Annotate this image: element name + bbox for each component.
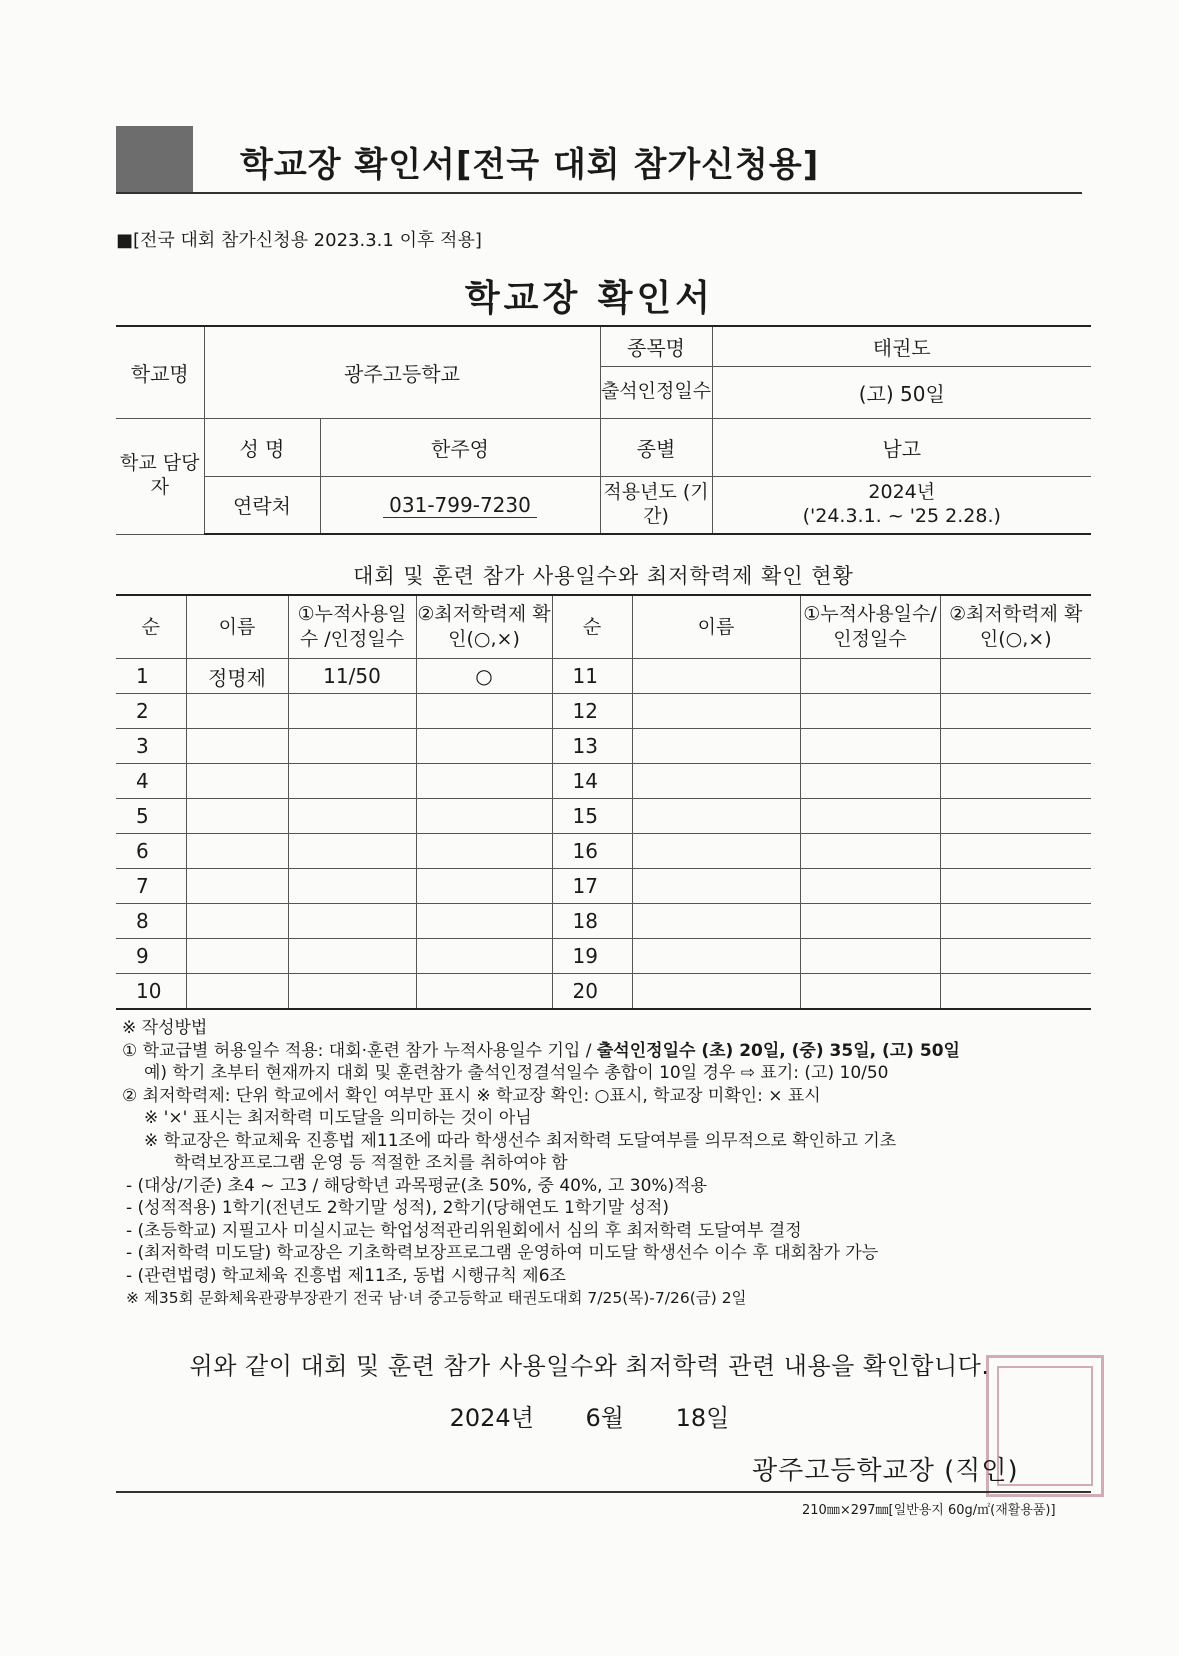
used-days	[288, 939, 416, 974]
min-academic-check	[416, 974, 552, 1010]
note-line: - (관련법령) 학교체육 진흥법 제11조, 동법 시행규칙 제6조	[126, 1265, 566, 1286]
row-number: 2	[116, 694, 186, 729]
year-cell	[712, 476, 1091, 534]
attend-label: 출석인정일수	[600, 366, 712, 418]
row-number: 19	[552, 939, 632, 974]
student-name	[632, 869, 800, 904]
note-line: - (초등학교) 지필고사 미실시교는 학업성적관리위원회에서 심의 후 최저학력 도달여부 결정	[126, 1220, 802, 1241]
row-number: 11	[552, 659, 632, 694]
min-academic-check	[940, 659, 1091, 694]
row-number: 8	[116, 904, 186, 939]
row-number: 13	[552, 729, 632, 764]
form-meta: ■[전국 대회 참가신청용 2023.3.1 이후 적용]	[116, 230, 482, 251]
row-number: 20	[552, 974, 632, 1010]
note-line: 학력보장프로그램 운영 등 적절한 조치를 취하여야 함	[174, 1153, 568, 1173]
table-row	[116, 694, 1091, 729]
table-row	[116, 799, 1091, 834]
header-check-right: ②최저학력제 확인(○,×)	[940, 595, 1091, 659]
student-name	[186, 729, 288, 764]
note-text: ① 학교급별 허용일수 적용: 대회·훈련 참가 누적사용일수 기입 /	[122, 1040, 597, 1061]
year-period: ('24.3.1. ~ '25 2.28.)	[802, 504, 1001, 527]
header-seq-right: 순	[552, 595, 632, 659]
paper-spec: 210㎜×297㎜[일반용지 60g/㎡(재활용품)]	[802, 1503, 1056, 1518]
used-days	[800, 659, 940, 694]
min-academic-check	[416, 869, 552, 904]
student-name	[186, 939, 288, 974]
min-academic-check	[940, 904, 1091, 939]
section-title: 대회 및 훈련 참가 사용일수와 최저학력제 확인 현황	[353, 564, 854, 588]
contact-value: 031-799-7230	[383, 493, 537, 518]
min-academic-check	[940, 939, 1091, 974]
row-number: 5	[116, 799, 186, 834]
school-label: 학교명	[116, 326, 204, 418]
header-days: ①누적사용일수 /인정일수	[288, 595, 416, 659]
note-line	[122, 1040, 1097, 1063]
header-name-right: 이름	[632, 595, 800, 659]
row-number: 15	[552, 799, 632, 834]
table-row	[116, 904, 1091, 939]
contact-label: 연락처	[204, 476, 320, 534]
header-seq: 순	[116, 595, 186, 659]
note-bold-text: 출석인정일수 (초) 20일, (중) 35일, (고) 50일	[596, 1040, 960, 1061]
min-academic-check	[940, 729, 1091, 764]
school-value: 광주고등학교	[204, 326, 600, 418]
min-academic-check	[416, 834, 552, 869]
min-academic-check	[940, 834, 1091, 869]
table-row	[116, 939, 1091, 974]
min-academic-check	[940, 974, 1091, 1010]
footer-divider	[116, 1491, 1091, 1493]
contact-cell	[320, 476, 600, 534]
event-label: 종목명	[600, 326, 712, 366]
used-days	[288, 904, 416, 939]
min-academic-check	[416, 904, 552, 939]
date-day: 18일	[675, 1404, 730, 1432]
year-label: 적용년도 (기간)	[600, 476, 712, 534]
used-days	[800, 904, 940, 939]
row-number: 7	[116, 869, 186, 904]
used-days	[800, 799, 940, 834]
note-line: - (최저학력 미도달) 학교장은 기초학력보장프로그램 운영하여 미도달 학생선수 이수 후 대회참가 가능	[126, 1243, 879, 1263]
student-name	[186, 694, 288, 729]
min-academic-check	[940, 694, 1091, 729]
row-number: 10	[116, 974, 186, 1010]
used-days	[800, 834, 940, 869]
student-name	[186, 764, 288, 799]
year-value: 2024년	[868, 481, 936, 503]
row-number: 6	[116, 834, 186, 869]
min-academic-check	[416, 694, 552, 729]
used-days	[800, 694, 940, 729]
row-number: 12	[552, 694, 632, 729]
used-days	[288, 729, 416, 764]
row-number: 3	[116, 729, 186, 764]
manager-label: 학교 담당자	[116, 418, 204, 534]
min-academic-check: ○	[416, 659, 552, 694]
date-year: 2024년	[449, 1404, 534, 1432]
used-days	[288, 869, 416, 904]
table-row	[116, 659, 1091, 694]
used-days	[800, 974, 940, 1010]
student-name	[186, 799, 288, 834]
student-name	[186, 974, 288, 1010]
used-days	[288, 834, 416, 869]
used-days	[800, 939, 940, 974]
info-table	[116, 325, 1091, 535]
student-name: 정명제	[186, 659, 288, 694]
form-header-title: 학교장 확인서[전국 대회 참가신청용]	[240, 145, 820, 185]
table-row	[116, 729, 1091, 764]
gender-label: 종별	[600, 418, 712, 476]
used-days	[288, 764, 416, 799]
student-name	[632, 729, 800, 764]
min-academic-check	[416, 939, 552, 974]
confirmation-statement: 위와 같이 대회 및 훈련 참가 사용일수와 최저학력 관련 내용을 확인합니다.	[189, 1352, 990, 1380]
min-academic-check	[416, 799, 552, 834]
row-number: 18	[552, 904, 632, 939]
student-name	[186, 834, 288, 869]
header-name: 이름	[186, 595, 288, 659]
table-row	[116, 974, 1091, 1010]
min-academic-check	[940, 869, 1091, 904]
note-line: ※ '×' 표시는 최저학력 미도달을 의미하는 것이 아님	[144, 1108, 532, 1128]
used-days	[800, 869, 940, 904]
min-academic-check	[940, 764, 1091, 799]
row-number: 1	[116, 659, 186, 694]
min-academic-check	[940, 799, 1091, 834]
used-days	[800, 729, 940, 764]
student-name	[186, 869, 288, 904]
used-days	[800, 764, 940, 799]
header-check: ②최저학력제 확인(○,×)	[416, 595, 552, 659]
student-name	[632, 799, 800, 834]
student-name	[632, 939, 800, 974]
document-title: 학교장 확인서	[464, 278, 715, 319]
row-number: 16	[552, 834, 632, 869]
attend-value: (고) 50일	[712, 366, 1091, 418]
note-line: ② 최저학력제: 단위 학교에서 확인 여부만 표시 ※ 학교장 확인: ○표시, 학교장 미확인: × 표시	[122, 1085, 821, 1106]
student-name	[186, 904, 288, 939]
header-days-right: ①누적사용일수/ 인정일수	[800, 595, 940, 659]
student-name	[632, 659, 800, 694]
signer: 광주고등학교장 (직인)	[752, 1456, 1019, 1486]
gender-value: 남고	[712, 418, 1091, 476]
roster-table	[116, 594, 1091, 1010]
student-name	[632, 904, 800, 939]
student-name	[632, 694, 800, 729]
used-days	[288, 799, 416, 834]
min-academic-check	[416, 764, 552, 799]
student-name	[632, 764, 800, 799]
date-month: 6월	[585, 1404, 624, 1432]
row-number: 4	[116, 764, 186, 799]
table-row	[116, 764, 1091, 799]
note-line: 예) 학기 초부터 현재까지 대회 및 훈련참가 출석인정결석일수 총합이 10일 경우 ⇨ 표기: (고) 10/50	[144, 1063, 889, 1083]
note-line: - (대상/기준) 초4 ~ 고3 / 해당학년 과목평균(초 50%, 중 40%, 고 30%)적용	[126, 1175, 708, 1196]
used-days	[288, 974, 416, 1010]
table-row	[116, 869, 1091, 904]
student-name	[632, 834, 800, 869]
min-academic-check	[416, 729, 552, 764]
instructions	[122, 1017, 1097, 1310]
used-days	[288, 694, 416, 729]
name-label: 성 명	[204, 418, 320, 476]
name-value: 한주영	[320, 418, 600, 476]
note-line: - (성적적용) 1학기(전년도 2학기말 성적), 2학기(당해연도 1학기말 성적)	[126, 1198, 669, 1218]
student-name	[632, 974, 800, 1010]
instructions-heading: ※ 작성방법	[122, 1018, 208, 1038]
row-number: 14	[552, 764, 632, 799]
row-number: 17	[552, 869, 632, 904]
used-days: 11/50	[288, 659, 416, 694]
header-divider	[116, 192, 1082, 194]
header-mark	[116, 126, 193, 192]
event-value: 태권도	[712, 326, 1091, 366]
table-row	[116, 834, 1091, 869]
note-line: ※ 학교장은 학교체육 진흥법 제11조에 따라 학생선수 최저학력 도달여부를 의무적으로 확인하고 기초	[144, 1130, 897, 1151]
row-number: 9	[116, 939, 186, 974]
note-line: ※ 제35회 문화체육관광부장관기 전국 남·녀 중고등학교 태권도대회 7/25(목)-7/26(금) 2일	[126, 1289, 747, 1307]
